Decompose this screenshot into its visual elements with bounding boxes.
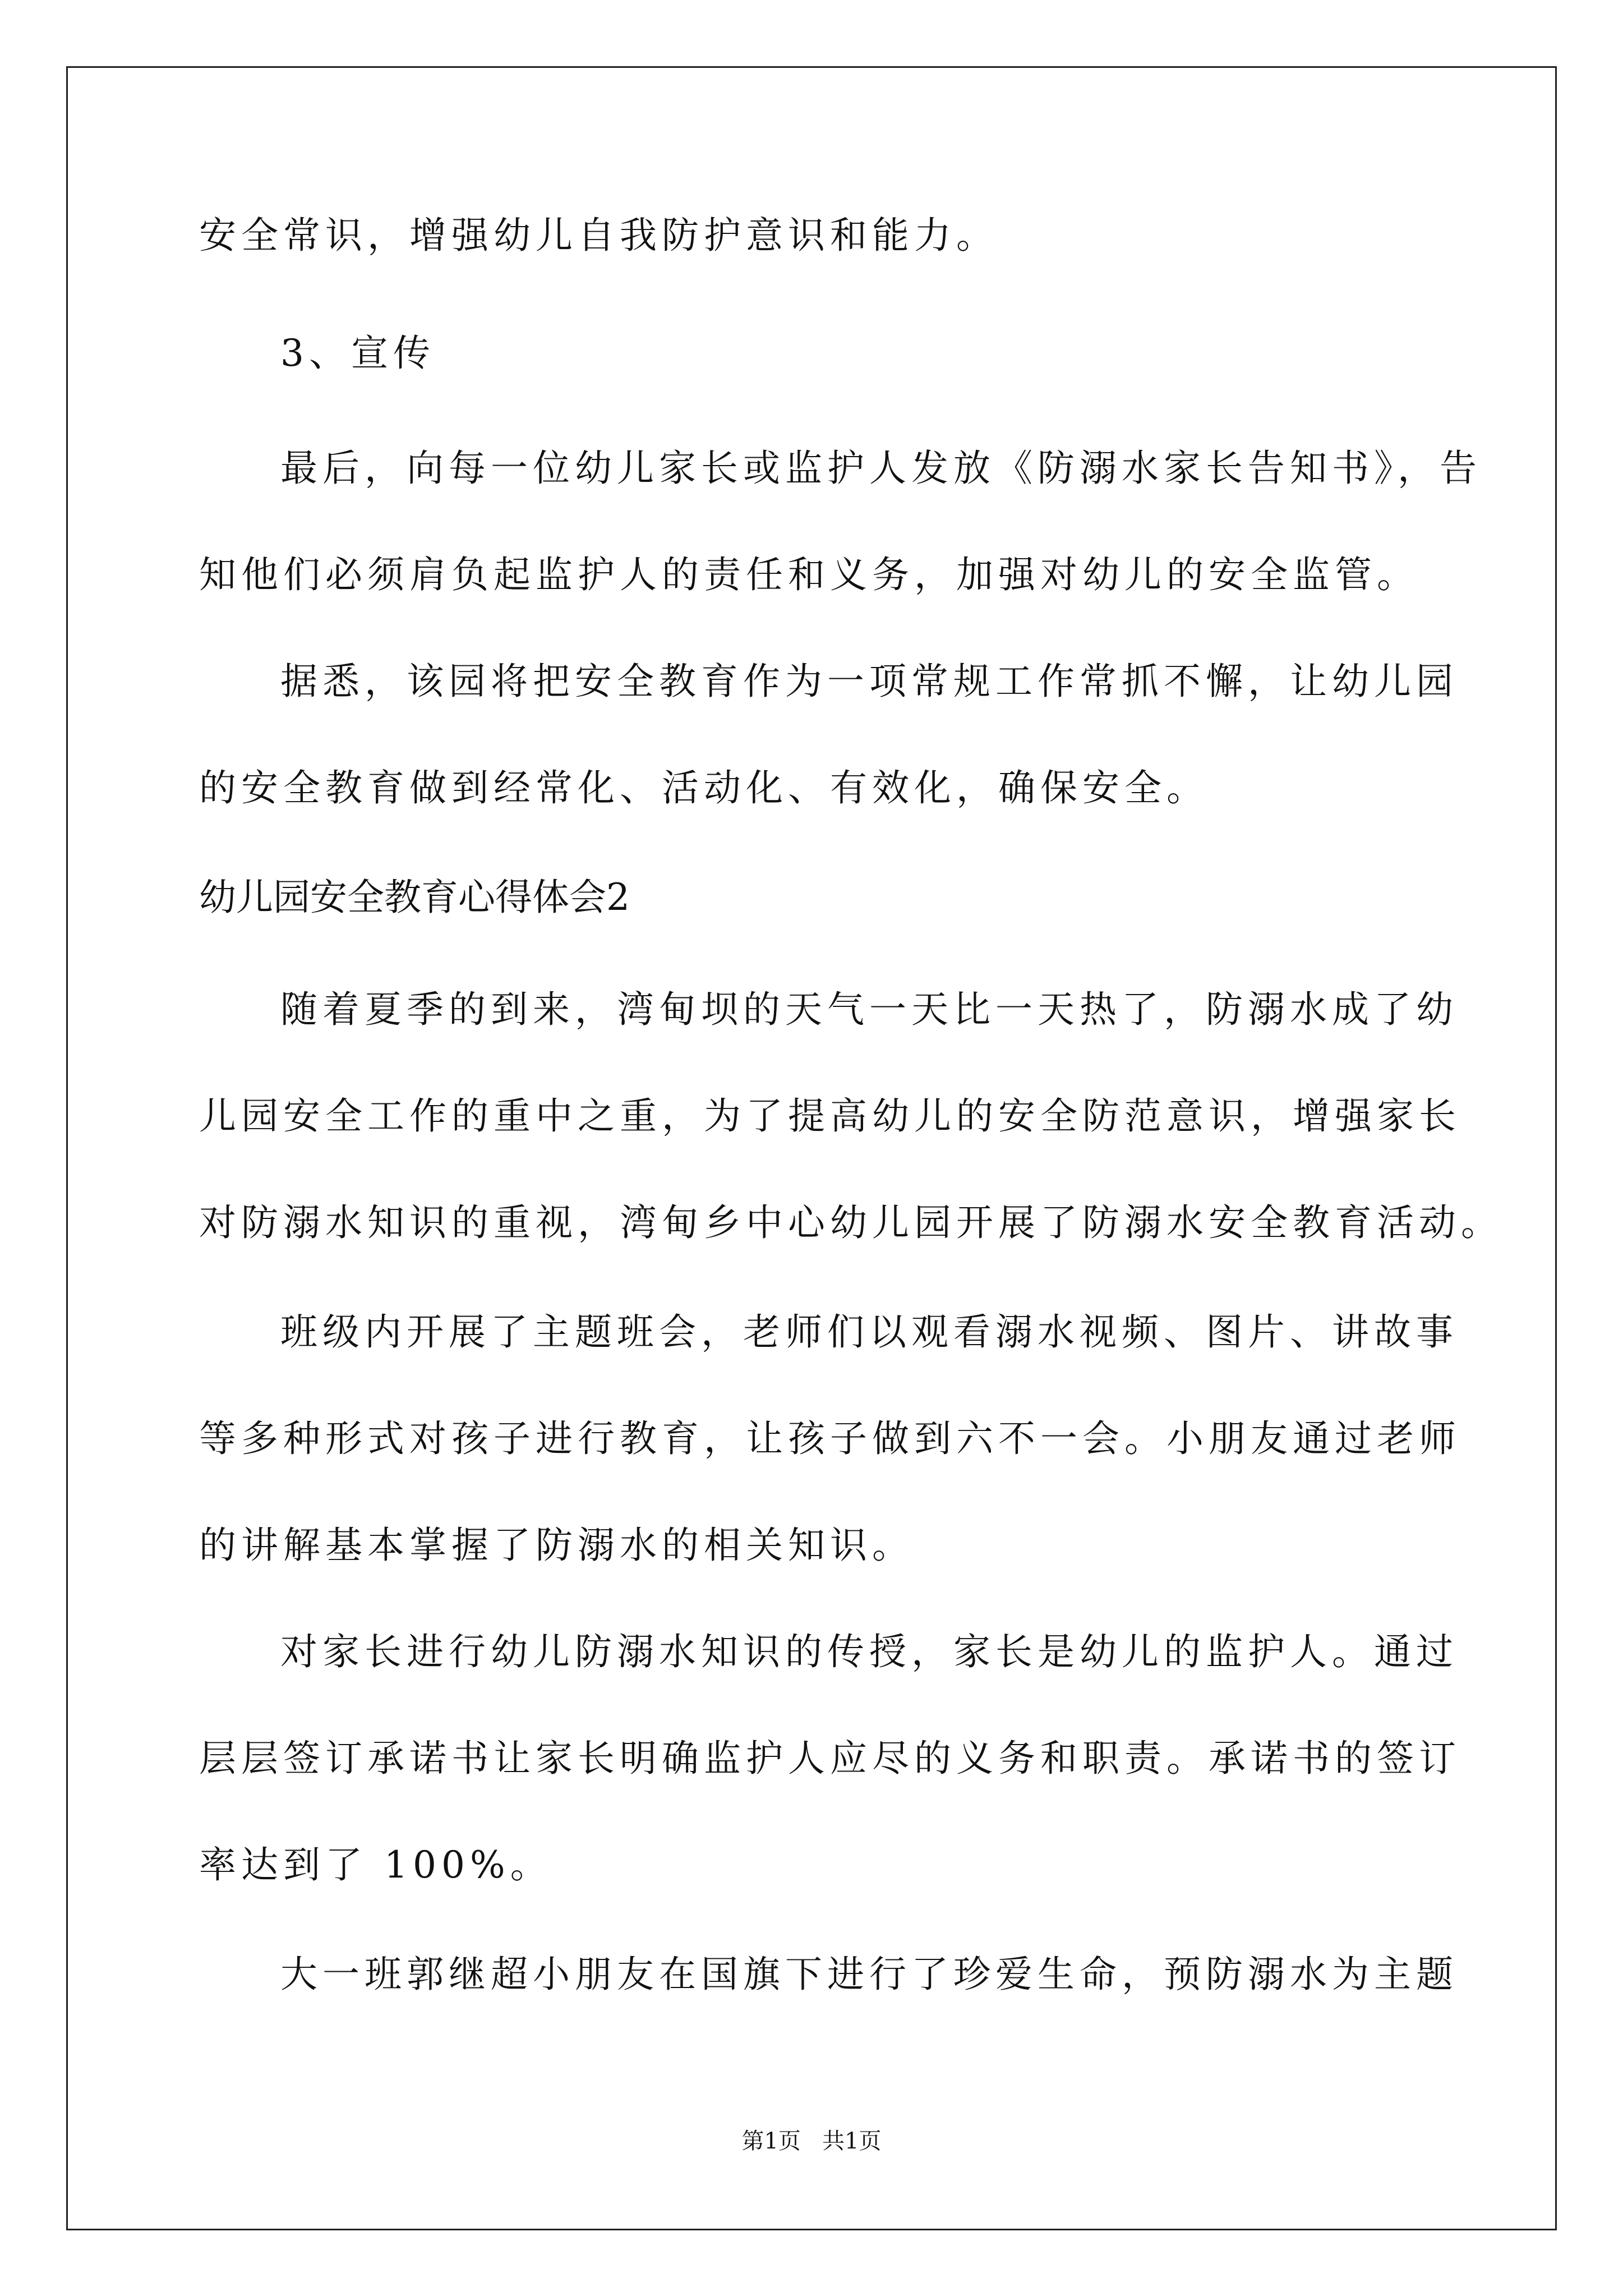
paragraph-line: 的讲解基本掌握了防溺水的相关知识。 (199, 1524, 914, 1567)
section-heading: 幼儿园安全教育心得体会2 (199, 876, 630, 919)
paragraph-line: 据悉，该园将把安全教育作为一项常规工作常抓不懈，让幼儿园 (280, 660, 1458, 703)
paragraph-line: 对防溺水知识的重视，湾甸乡中心幼儿园开展了防溺水安全教育活动。 (199, 1201, 1503, 1244)
paragraph-line: 等多种形式对孩子进行教育，让孩子做到六不一会。小朋友通过老师 (199, 1417, 1461, 1460)
paragraph-line: 的安全教育做到经常化、活动化、有效化，确保安全。 (199, 766, 1209, 809)
paragraph-line: 随着夏季的到来，湾甸坝的天气一天比一天热了，防溺水成了幼 (280, 988, 1458, 1031)
page-footer: 第1页 共1页 (741, 2128, 882, 2154)
paragraph-line: 层层签订承诺书让家长明确监护人应尽的义务和职责。承诺书的签订 (199, 1737, 1461, 1780)
paragraph-line: 最后，向每一位幼儿家长或监护人发放《防溺水家长告知书》，告 (280, 447, 1482, 490)
paragraph-line: 班级内开展了主题班会，老师们以观看溺水视频、图片、讲故事 (280, 1310, 1458, 1354)
paragraph-line: 儿园安全工作的重中之重，为了提高幼儿的安全防范意识，增强家长 (199, 1094, 1461, 1138)
paragraph-line: 大一班郭继超小朋友在国旗下进行了珍爱生命，预防溺水为主题 (280, 1953, 1458, 1996)
page-frame (66, 66, 1557, 2230)
paragraph-line: 对家长进行幼儿防溺水知识的传授，家长是幼儿的监护人。通过 (280, 1630, 1458, 1673)
paragraph-line: 安全常识，增强幼儿自我防护意识和能力。 (199, 214, 998, 257)
paragraph-line: 知他们必须肩负起监护人的责任和义务，加强对幼儿的安全监管。 (199, 553, 1419, 596)
section-label-line: 3、宣传 (280, 332, 435, 375)
paragraph-line: 率达到了 100%。 (199, 1843, 552, 1887)
